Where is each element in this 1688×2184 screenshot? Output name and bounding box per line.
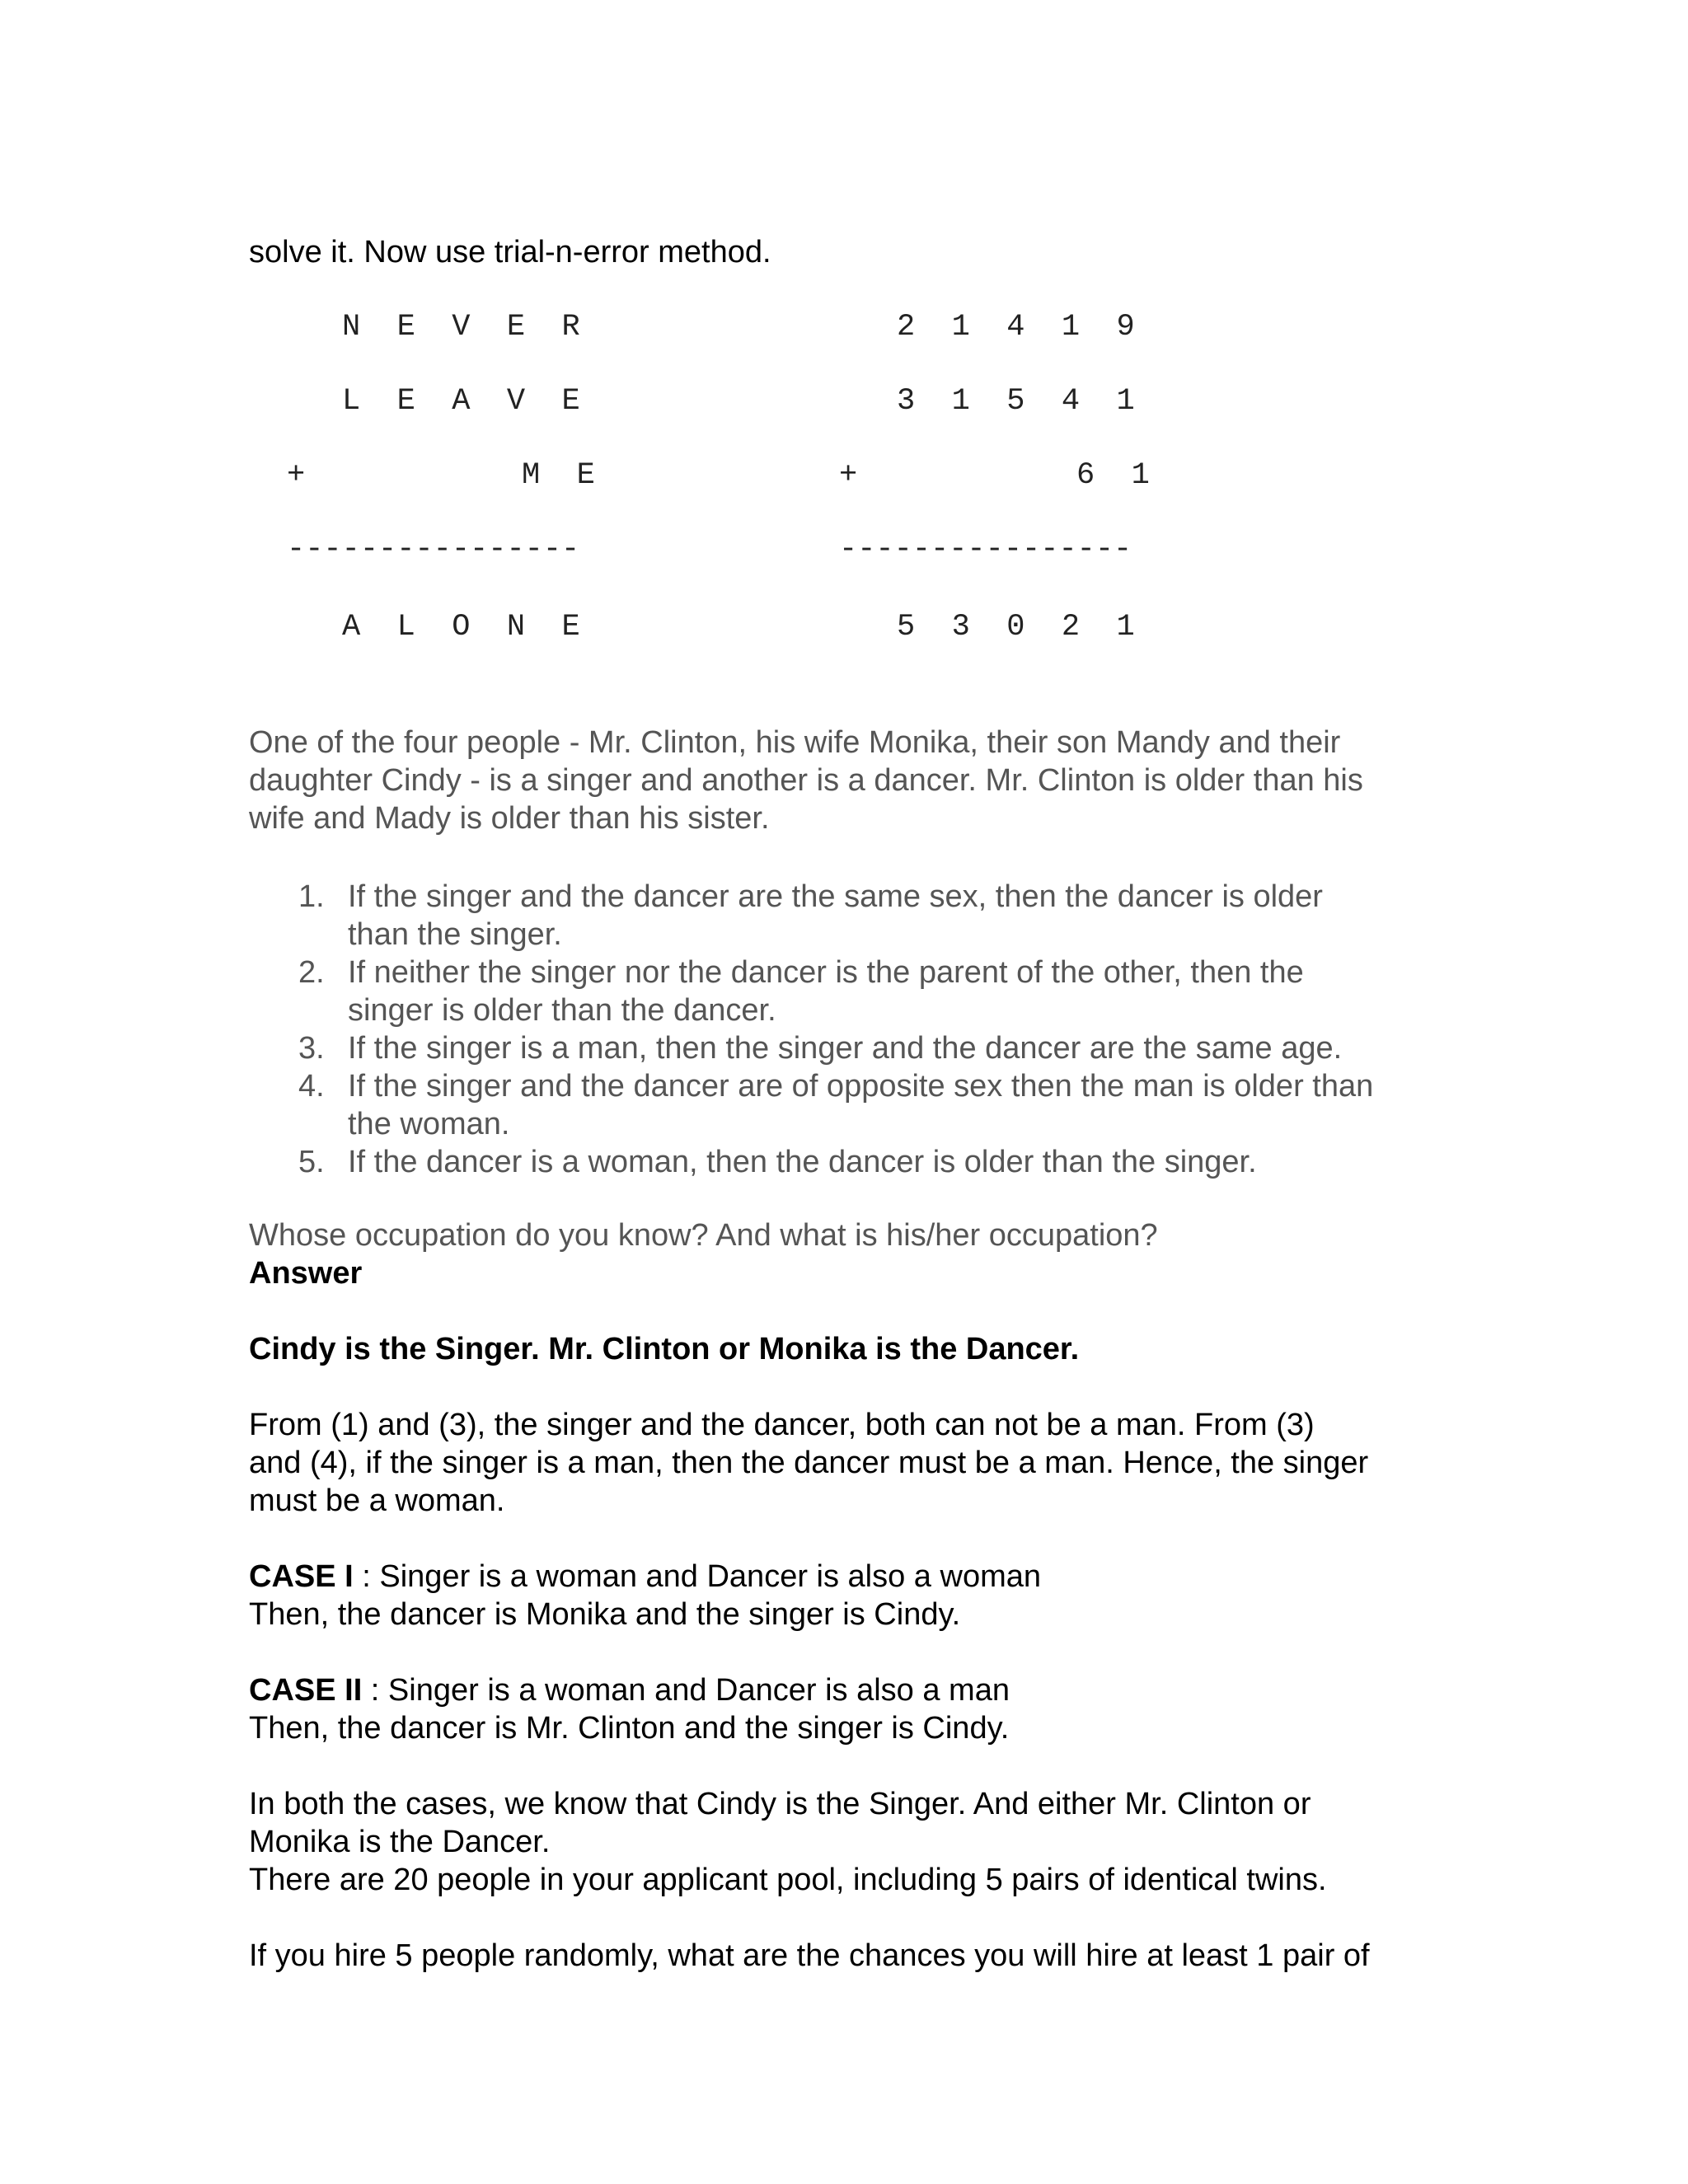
case1-line [249,1558,1041,1596]
condition-item [249,1067,1469,1143]
answer-heading: Answer [249,1256,363,1291]
puzzle-letters-row2: L E A V E [342,384,580,419]
answer-summary: Cindy is the Singer. Mr. Clinton or Monika is the Dancer. [249,1332,1080,1366]
intro-line: solve it. Now use trial-n-error method. [249,235,771,269]
condition-line: than the singer. [348,917,562,952]
puzzle-digits-plus: + [839,458,858,493]
condition-item [249,954,1469,1029]
puzzle-digits-rule: ---------------- [839,532,1132,567]
condition-item [249,878,1469,954]
problem-line-2: daughter Cindy - is a singer and another is a dancer. Mr. Clinton is older than his [249,763,1363,798]
case1-label: CASE I [249,1559,354,1594]
condition-item [249,1143,1469,1181]
condition-number: 3. [298,1031,325,1066]
conclusion-line-3: There are 20 people in your applicant pool, including 5 pairs of identical twins. [249,1863,1327,1897]
case1-then: Then, the dancer is Monika and the singer is Cindy. [249,1597,961,1632]
condition-number: 5. [298,1145,325,1179]
condition-number: 4. [298,1069,325,1104]
puzzle-letters-rule: ---------------- [287,532,580,567]
condition-line: the woman. [348,1107,510,1141]
puzzle-digits-row1: 2 1 4 1 9 [897,310,1135,344]
problem-line-1: One of the four people - Mr. Clinton, his wife Monika, their son Mandy and their [249,725,1341,760]
condition-line: If the singer and the dancer are of opposite sex then the man is older than [348,1069,1374,1104]
condition-line: If the singer is a man, then the singer and the dancer are the same age. [348,1031,1343,1066]
puzzle-letters-plus: + [287,458,306,493]
question-line: Whose occupation do you know? And what is his/her occupation? [249,1218,1158,1253]
puzzle-digits-row2: 3 1 5 4 1 [897,384,1135,419]
case2-line [249,1671,1010,1709]
reasoning-line-2: and (4), if the singer is a man, then the dancer must be a man. Hence, the singer [249,1446,1369,1480]
puzzle-letters-row1: N E V E R [342,310,580,344]
puzzle-digits-row3: 6 1 [1076,458,1150,493]
conclusion-line-2: Monika is the Dancer. [249,1825,551,1859]
condition-line: If the dancer is a woman, then the dancer is older than the singer. [348,1145,1257,1179]
puzzle-digits-result: 5 3 0 2 1 [897,610,1135,644]
condition-line: If neither the singer nor the dancer is the parent of the other, then the [348,955,1304,990]
condition-line: singer is older than the dancer. [348,993,776,1028]
last-line: If you hire 5 people randomly, what are the chances you will hire at least 1 pair of [249,1938,1370,1973]
reasoning-line-3: must be a woman. [249,1483,505,1518]
problem-line-3: wife and Mady is older than his sister. [249,801,770,836]
reasoning-line-1: From (1) and (3), the singer and the dancer, both can not be a man. From (3) [249,1408,1315,1442]
conclusion-line-1: In both the cases, we know that Cindy is the Singer. And either Mr. Clinton or [249,1787,1311,1821]
condition-number: 1. [298,879,325,914]
case2-label: CASE II [249,1673,363,1708]
condition-line: If the singer and the dancer are the same sex, then the dancer is older [348,879,1323,914]
case2-then: Then, the dancer is Mr. Clinton and the singer is Cindy. [249,1711,1010,1746]
puzzle-letters-result: A L O N E [342,610,580,644]
case2-text: : Singer is a woman and Dancer is also a man [362,1673,1010,1708]
puzzle-letters-row3: M E [522,458,595,493]
case1-text: : Singer is a woman and Dancer is also a woman [353,1559,1041,1594]
conditions-list [249,878,1469,1181]
condition-number: 2. [298,955,325,990]
condition-item [249,1029,1469,1067]
